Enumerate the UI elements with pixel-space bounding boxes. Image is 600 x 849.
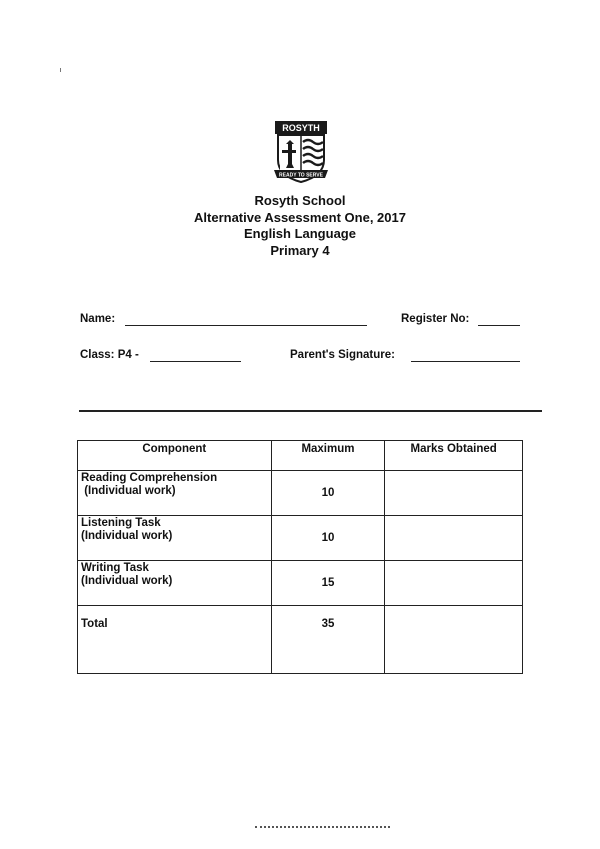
- name-field[interactable]: [125, 325, 367, 326]
- marks-obtained-cell[interactable]: [385, 516, 523, 561]
- school-name: Rosyth School: [254, 193, 346, 208]
- table-row: [78, 471, 523, 516]
- component-cell: [78, 606, 272, 674]
- class-label: Class: P4 -: [80, 349, 139, 361]
- school-crest-logo: [272, 120, 330, 186]
- component-note: (Individual work): [81, 530, 173, 542]
- component-name: Total: [81, 618, 108, 630]
- component-note: (Individual work): [81, 575, 173, 587]
- table-row: [78, 516, 523, 561]
- component-name: Reading Comprehension: [81, 472, 218, 484]
- subject-title: English Language: [244, 226, 356, 241]
- header-maximum: Maximum: [271, 441, 385, 471]
- assessment-title: Alternative Assessment One, 2017: [194, 209, 406, 225]
- marks-obtained-cell[interactable]: [385, 561, 523, 606]
- component-cell: [78, 471, 272, 516]
- component-cell: [78, 516, 272, 561]
- marks-table: [77, 440, 523, 674]
- level-title: Primary 4: [270, 242, 330, 258]
- component-cell: [78, 561, 272, 606]
- footer-watermark-line: [255, 826, 390, 828]
- name-label: Name:: [80, 313, 116, 325]
- crest-banner-text: ROSYTH: [282, 123, 320, 133]
- document-header: [0, 193, 600, 259]
- register-no-field[interactable]: [478, 325, 520, 326]
- maximum-cell: 10: [271, 471, 385, 516]
- component-name: Writing Task: [81, 562, 149, 574]
- table-header-row: [78, 441, 523, 471]
- header-component: Component: [78, 441, 272, 471]
- scan-speck: [60, 68, 61, 72]
- marks-obtained-cell[interactable]: [385, 471, 523, 516]
- component-name: Listening Task: [81, 517, 161, 529]
- component-note: (Individual work): [81, 485, 176, 497]
- crest-motto: READY TO SERVE: [279, 172, 323, 179]
- header-marks-obtained: Marks Obtained: [385, 441, 523, 471]
- maximum-cell: 35: [271, 606, 385, 674]
- register-no-label: Register No:: [401, 313, 470, 325]
- section-divider: [79, 410, 542, 412]
- table-row-total: [78, 606, 523, 674]
- maximum-cell: 15: [271, 561, 385, 606]
- table-row: [78, 561, 523, 606]
- parent-signature-field[interactable]: [411, 361, 520, 362]
- maximum-cell: 10: [271, 516, 385, 561]
- class-field[interactable]: [150, 361, 241, 362]
- parent-signature-label: Parent's Signature:: [290, 349, 395, 361]
- marks-obtained-cell[interactable]: [385, 606, 523, 674]
